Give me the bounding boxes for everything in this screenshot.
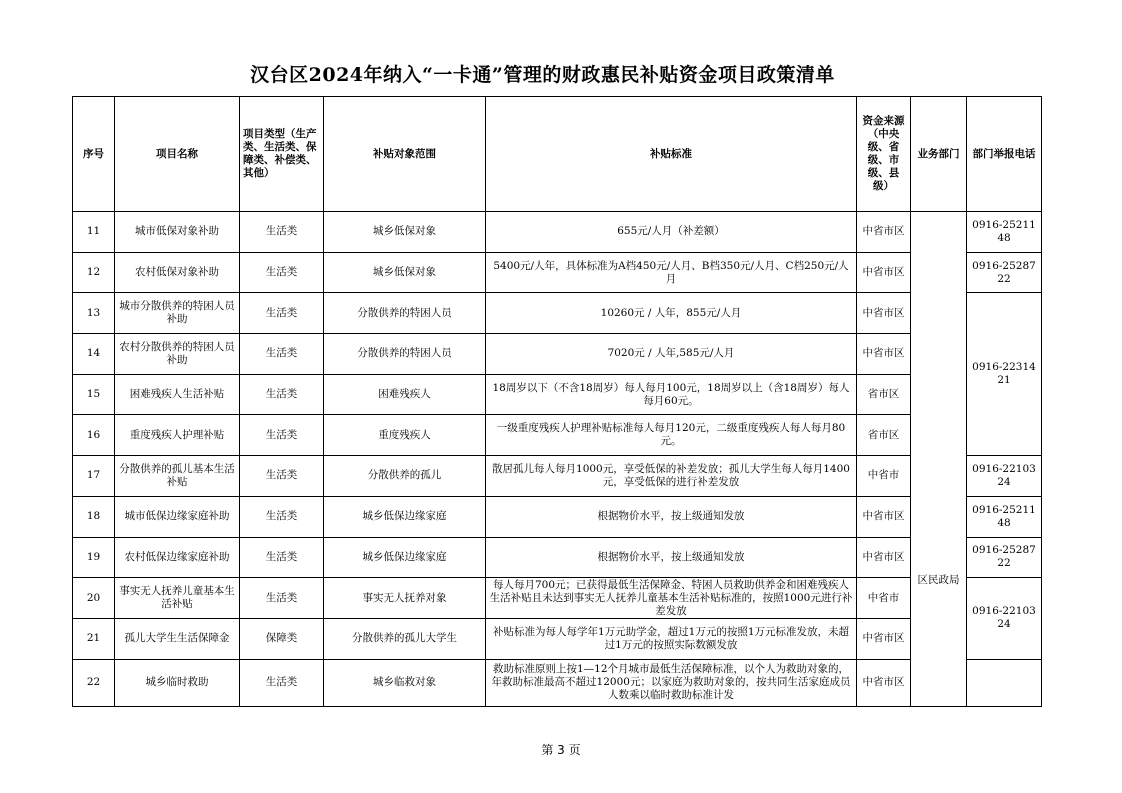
cell-type: 生活类 bbox=[240, 578, 324, 619]
cell-standard: 根据物价水平，按上级通知发放 bbox=[486, 537, 857, 578]
cell-standard: 散居孤儿每人每月1000元，享受低保的补差发放；孤儿大学生每人每月1400元，享受低保的进行补差发放 bbox=[486, 456, 857, 497]
cell-phone: 0916-2528722 bbox=[967, 537, 1042, 578]
cell-phone-merged: 0916-2210324 bbox=[967, 578, 1042, 659]
cell-source: 中省市区 bbox=[857, 659, 911, 706]
cell-standard: 7020元 / 人年,585元/人月 bbox=[486, 334, 857, 375]
cell-type: 生活类 bbox=[240, 334, 324, 375]
cell-name: 农村低保对象补助 bbox=[115, 252, 240, 293]
cell-seq: 15 bbox=[73, 374, 115, 415]
cell-name: 分散供养的孤儿基本生活补贴 bbox=[115, 456, 240, 497]
cell-source: 省市区 bbox=[857, 415, 911, 456]
cell-name: 农村低保边缘家庭补助 bbox=[115, 537, 240, 578]
header-source: 资金来源（中央级、省级、市级、县级） bbox=[857, 97, 911, 212]
cell-type: 生活类 bbox=[240, 537, 324, 578]
cell-source: 中省市区 bbox=[857, 252, 911, 293]
cell-standard: 救助标准原则上按1—12个月城市最低生活保障标准，以个人为救助对象的，年救助标准最高不超过12000元；以家庭为救助对象的，按共同生活家庭成员人数乘以临时救助标准计发 bbox=[486, 659, 857, 706]
cell-phone: 0916-2521148 bbox=[967, 212, 1042, 253]
cell-type: 生活类 bbox=[240, 496, 324, 537]
cell-type: 生活类 bbox=[240, 659, 324, 706]
cell-phone-merged: 0916-2231421 bbox=[967, 293, 1042, 456]
cell-scope: 分散供养的孤儿 bbox=[324, 456, 486, 497]
cell-scope: 分散供养的特困人员 bbox=[324, 334, 486, 375]
cell-standard: 655元/人月（补差额） bbox=[486, 212, 857, 253]
cell-source: 中省市区 bbox=[857, 334, 911, 375]
header-name: 项目名称 bbox=[115, 97, 240, 212]
cell-scope: 城乡临救对象 bbox=[324, 659, 486, 706]
table-row bbox=[73, 456, 1042, 497]
cell-source: 中省市区 bbox=[857, 212, 911, 253]
cell-standard: 5400元/人年，具体标准为A档450元/人月、B档350元/人月、C档250元/人月 bbox=[486, 252, 857, 293]
cell-name: 困难残疾人生活补贴 bbox=[115, 374, 240, 415]
cell-name: 事实无人抚养儿童基本生活补贴 bbox=[115, 578, 240, 619]
cell-dept bbox=[911, 212, 967, 707]
cell-standard: 18周岁以下（不含18周岁）每人每月100元，18周岁以上（含18周岁）每人每月60元。 bbox=[486, 374, 857, 415]
cell-seq: 13 bbox=[73, 293, 115, 334]
cell-name: 城市分散供养的特困人员补助 bbox=[115, 293, 240, 334]
cell-seq: 11 bbox=[73, 212, 115, 253]
header-scope: 补贴对象范围 bbox=[324, 97, 486, 212]
cell-scope: 分散供养的孤儿大学生 bbox=[324, 618, 486, 659]
cell-standard: 补贴标准为每人每学年1万元助学金，超过1万元的按照1万元标准发放，未超过1万元的按照实际数额发放 bbox=[486, 618, 857, 659]
cell-standard: 10260元 / 人年，855元/人月 bbox=[486, 293, 857, 334]
cell-seq: 14 bbox=[73, 334, 115, 375]
cell-source: 中省市区 bbox=[857, 537, 911, 578]
cell-type: 生活类 bbox=[240, 293, 324, 334]
header-type: 项目类型（生产类、生活类、保障类、补偿类、其他） bbox=[240, 97, 324, 212]
cell-source: 中省市 bbox=[857, 578, 911, 619]
cell-name: 城市低保边缘家庭补助 bbox=[115, 496, 240, 537]
table-row bbox=[73, 496, 1042, 537]
table-row bbox=[73, 212, 1042, 253]
cell-source: 中省市 bbox=[857, 456, 911, 497]
cell-scope: 城乡低保边缘家庭 bbox=[324, 537, 486, 578]
cell-scope: 分散供养的特困人员 bbox=[324, 293, 486, 334]
table-row bbox=[73, 293, 1042, 334]
cell-source: 省市区 bbox=[857, 374, 911, 415]
cell-seq: 18 bbox=[73, 496, 115, 537]
cell-seq: 17 bbox=[73, 456, 115, 497]
cell-phone: 0916-2528722 bbox=[967, 252, 1042, 293]
cell-type: 生活类 bbox=[240, 252, 324, 293]
cell-scope: 重度残疾人 bbox=[324, 415, 486, 456]
cell-name: 城市低保对象补助 bbox=[115, 212, 240, 253]
cell-scope: 城乡低保对象 bbox=[324, 252, 486, 293]
cell-scope: 城乡低保边缘家庭 bbox=[324, 496, 486, 537]
cell-standard: 每人每月700元；已获得最低生活保障金、特困人员救助供养金和困难残疾人生活补贴且未达到事实无人抚养儿童基本生活补贴标准的，按照1000元进行补差发放 bbox=[486, 578, 857, 619]
cell-seq: 20 bbox=[73, 578, 115, 619]
table-row bbox=[73, 334, 1042, 375]
cell-phone: 0916-2210324 bbox=[967, 456, 1042, 497]
page-title: 汉台区2024年纳入“一卡通”管理的财政惠民补贴资金项目政策清单 bbox=[250, 64, 835, 86]
policy-table bbox=[72, 96, 1042, 707]
cell-scope: 城乡低保对象 bbox=[324, 212, 486, 253]
table-row bbox=[73, 415, 1042, 456]
cell-scope: 困难残疾人 bbox=[324, 374, 486, 415]
header-row bbox=[73, 97, 1042, 212]
table-row bbox=[73, 537, 1042, 578]
cell-name: 重度残疾人护理补贴 bbox=[115, 415, 240, 456]
cell-seq: 21 bbox=[73, 618, 115, 659]
header-seq: 序号 bbox=[73, 97, 115, 212]
cell-source: 中省市区 bbox=[857, 618, 911, 659]
header-dept: 业务部门 bbox=[911, 97, 967, 212]
cell-seq: 22 bbox=[73, 659, 115, 706]
cell-source: 中省市区 bbox=[857, 496, 911, 537]
cell-phone-empty bbox=[967, 659, 1042, 706]
header-standard: 补贴标准 bbox=[486, 97, 857, 212]
cell-type: 生活类 bbox=[240, 415, 324, 456]
cell-seq: 16 bbox=[73, 415, 115, 456]
cell-name: 农村分散供养的特困人员补助 bbox=[115, 334, 240, 375]
cell-seq: 12 bbox=[73, 252, 115, 293]
cell-name: 城乡临时救助 bbox=[115, 659, 240, 706]
cell-standard: 根据物价水平，按上级通知发放 bbox=[486, 496, 857, 537]
cell-phone: 0916-2521148 bbox=[967, 496, 1042, 537]
cell-type: 生活类 bbox=[240, 212, 324, 253]
dept-label: 区民政局 bbox=[917, 574, 960, 586]
table-row bbox=[73, 252, 1042, 293]
cell-type: 保障类 bbox=[240, 618, 324, 659]
cell-type: 生活类 bbox=[240, 374, 324, 415]
page-number: 第 3 页 bbox=[541, 743, 581, 757]
cell-type: 生活类 bbox=[240, 456, 324, 497]
header-phone: 部门举报电话 bbox=[967, 97, 1042, 212]
table-row bbox=[73, 578, 1042, 619]
cell-source: 中省市区 bbox=[857, 293, 911, 334]
cell-seq: 19 bbox=[73, 537, 115, 578]
cell-scope: 事实无人抚养对象 bbox=[324, 578, 486, 619]
table-row bbox=[73, 659, 1042, 706]
cell-standard: 一级重度残疾人护理补贴标准每人每月120元，二级重度残疾人每人每月80元。 bbox=[486, 415, 857, 456]
cell-name: 孤儿大学生生活保障金 bbox=[115, 618, 240, 659]
table-row bbox=[73, 374, 1042, 415]
table-row bbox=[73, 618, 1042, 659]
